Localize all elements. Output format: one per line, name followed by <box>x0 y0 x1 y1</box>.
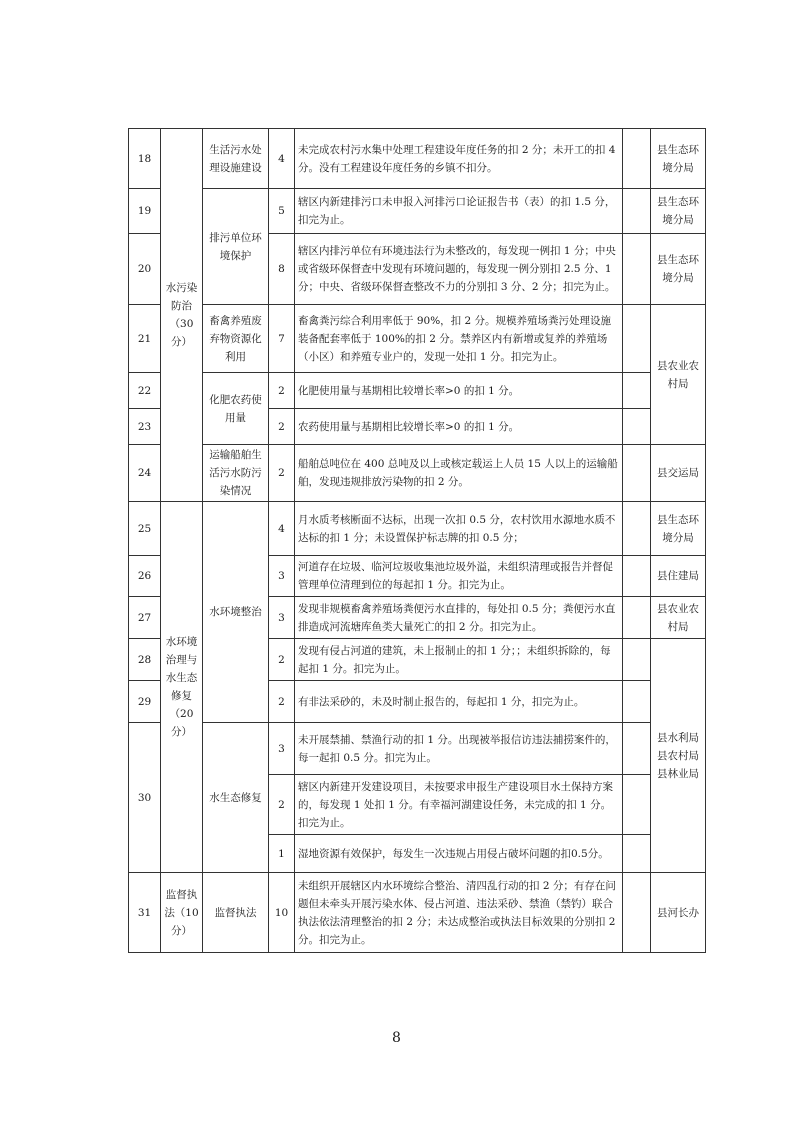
row-number: 29 <box>129 681 161 723</box>
standard-cell: 辖区内排污单位有环境违法行为未整改的，每发现一例扣 1 分；中央或省级环保督查中发现有环境问题的，每发现一例分别扣 2.5 分、1 分；中央、省级环保督查整改不力的分别扣 3 分、2 分；扣完为止。 <box>295 234 623 305</box>
row-number: 24 <box>129 445 161 502</box>
department-cell: 县农业农村局 <box>651 305 706 445</box>
row-number: 26 <box>129 556 161 597</box>
item-cell: 畜禽养殖废弃物资源化利用 <box>203 305 269 373</box>
remark-cell <box>623 723 651 775</box>
department-cell: 县水利局县农村局县林业局 <box>651 639 706 873</box>
table-row <box>129 723 706 775</box>
item-cell: 生活污水处理设施建设 <box>203 129 269 189</box>
score-cell: 10 <box>269 873 295 953</box>
standard-cell: 发现有侵占河道的建筑，未上报制止的扣 1 分；；未组织拆除的，每起扣 1 分。扣完为止。 <box>295 639 623 681</box>
row-number: 21 <box>129 305 161 373</box>
table-row <box>129 873 706 953</box>
row-number: 23 <box>129 409 161 445</box>
standard-cell: 湿地资源有效保护，每发生一次违规占用侵占破坏问题的扣0.5分。 <box>295 835 623 873</box>
remark-cell <box>623 597 651 639</box>
remark-cell <box>623 373 651 409</box>
table-row <box>129 445 706 502</box>
remark-cell <box>623 129 651 189</box>
department-cell: 县生态环境分局 <box>651 189 706 234</box>
row-number: 18 <box>129 129 161 189</box>
standard-cell: 船舶总吨位在 400 总吨及以上或核定载运上人员 15 人以上的运输船舶，发现违规排放污染物的扣 2 分。 <box>295 445 623 502</box>
category-cell: 水污染防治（30分） <box>161 129 203 502</box>
row-number: 19 <box>129 189 161 234</box>
item-cell: 化肥农药使用量 <box>203 373 269 445</box>
row-number: 31 <box>129 873 161 953</box>
department-cell: 县住建局 <box>651 556 706 597</box>
department-cell: 县生态环境分局 <box>651 502 706 556</box>
category-cell: 水环境治理与水生态修复（20分） <box>161 502 203 873</box>
department-cell: 县河长办 <box>651 873 706 953</box>
remark-cell <box>623 445 651 502</box>
assessment-table <box>128 128 706 953</box>
remark-cell <box>623 681 651 723</box>
score-cell: 7 <box>269 305 295 373</box>
department-cell: 县农业农村局 <box>651 597 706 639</box>
score-cell: 3 <box>269 723 295 775</box>
remark-cell <box>623 189 651 234</box>
standard-cell: 月水质考核断面不达标，出现一次扣 0.5 分，农村饮用水源地水质不达标的扣 1 分；未设置保护标志牌的扣 0.5 分； <box>295 502 623 556</box>
score-cell: 8 <box>269 234 295 305</box>
score-cell: 2 <box>269 681 295 723</box>
department-cell: 县交运局 <box>651 445 706 502</box>
department-cell: 县生态环境分局 <box>651 234 706 305</box>
department-cell: 县生态环境分局 <box>651 129 706 189</box>
remark-cell <box>623 835 651 873</box>
row-number: 25 <box>129 502 161 556</box>
score-cell: 2 <box>269 775 295 835</box>
item-cell: 运输船舶生活污水防污染情况 <box>203 445 269 502</box>
remark-cell <box>623 775 651 835</box>
score-cell: 3 <box>269 597 295 639</box>
remark-cell <box>623 639 651 681</box>
standard-cell: 未完成农村污水集中处理工程建设年度任务的扣 2 分；未开工的扣 4 分。没有工程建设年度任务的乡镇不扣分。 <box>295 129 623 189</box>
score-cell: 4 <box>269 129 295 189</box>
remark-cell <box>623 409 651 445</box>
item-cell: 监督执法 <box>203 873 269 953</box>
standard-cell: 发现非规模畜禽养殖场粪便污水直排的，每处扣 0.5 分；粪便污水直排造成河流塘库鱼类大量死亡的扣 2 分。扣完为止。 <box>295 597 623 639</box>
item-cell: 排污单位环境保护 <box>203 189 269 305</box>
standard-cell: 畜禽粪污综合利用率低于 90%，扣 2 分。规模养殖场粪污处理设施装备配套率低于 100%的扣 2 分。禁养区内有新增或复养的养殖场（小区）和养殖专业户的，发现一处扣 1 分。扣完为止。 <box>295 305 623 373</box>
row-number: 30 <box>129 723 161 873</box>
score-cell: 2 <box>269 639 295 681</box>
table-row <box>129 189 706 234</box>
score-cell: 2 <box>269 373 295 409</box>
item-cell: 水生态修复 <box>203 723 269 873</box>
table-row <box>129 129 706 189</box>
standard-cell: 未开展禁捕、禁渔行动的扣 1 分。出现被举报信访违法捕捞案件的，每一起扣 0.5 分。扣完为止。 <box>295 723 623 775</box>
remark-cell <box>623 305 651 373</box>
row-number: 27 <box>129 597 161 639</box>
category-cell: 监督执法（10分） <box>161 873 203 953</box>
table-row <box>129 305 706 373</box>
remark-cell <box>623 556 651 597</box>
standard-cell: 农药使用量与基期相比较增长率>0 的扣 1 分。 <box>295 409 623 445</box>
table-row <box>129 373 706 409</box>
remark-cell <box>623 234 651 305</box>
standard-cell: 有非法采砂的，未及时制止报告的，每起扣 1 分，扣完为止。 <box>295 681 623 723</box>
score-cell: 1 <box>269 835 295 873</box>
table-row <box>129 502 706 556</box>
standard-cell: 化肥使用量与基期相比较增长率>0 的扣 1 分。 <box>295 373 623 409</box>
standard-cell: 未组织开展辖区内水环境综合整治、清四乱行动的扣 2 分；有存在问题但未牵头开展污染水体、侵占河道、违法采砂、禁渔（禁钓）联合执法依法清理整治的扣 2 分；未达成整治或执法目标效果的分别扣 2 分。扣完为止。 <box>295 873 623 953</box>
standard-cell: 河道存在垃圾、临河垃圾收集池垃圾外溢，未组织清理或报告并督促管理单位清理到位的每起扣 1 分。扣完为止。 <box>295 556 623 597</box>
row-number: 22 <box>129 373 161 409</box>
score-cell: 3 <box>269 556 295 597</box>
standard-cell: 辖区内新建排污口未申报入河排污口论证报告书（表）的扣 1.5 分，扣完为止。 <box>295 189 623 234</box>
remark-cell <box>623 502 651 556</box>
row-number: 28 <box>129 639 161 681</box>
score-cell: 4 <box>269 502 295 556</box>
remark-cell <box>623 873 651 953</box>
standard-cell: 辖区内新建开发建设项目，未按要求申报生产建设项目水土保持方案的，每发现 1 处扣 1 分。有幸福河湖建设任务，未完成的扣 1 分。扣完为止。 <box>295 775 623 835</box>
item-cell: 水环境整治 <box>203 502 269 723</box>
page-number: 8 <box>392 1030 401 1046</box>
row-number: 20 <box>129 234 161 305</box>
score-cell: 5 <box>269 189 295 234</box>
score-cell: 2 <box>269 409 295 445</box>
score-cell: 2 <box>269 445 295 502</box>
